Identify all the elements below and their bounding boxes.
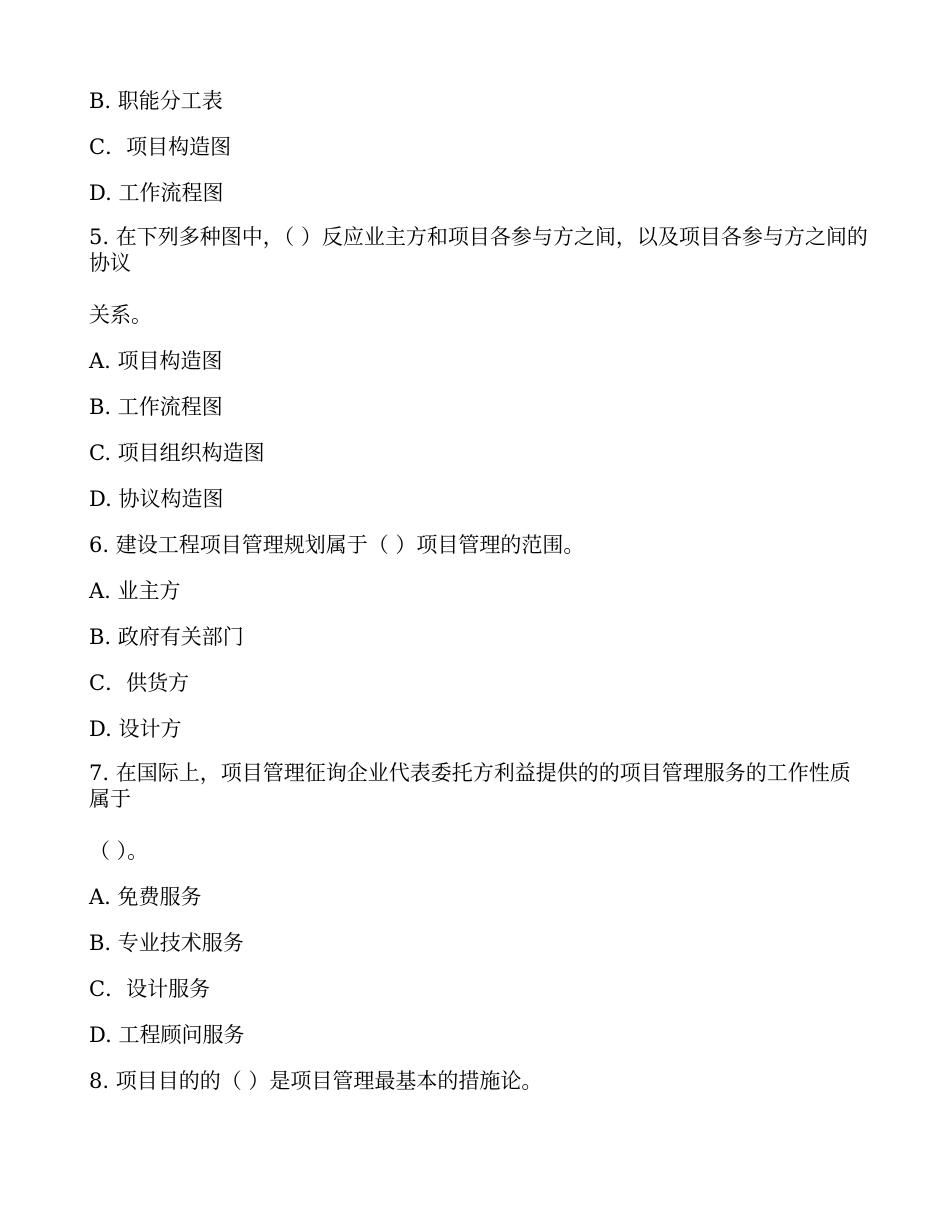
option-7a: A. 免费服务 bbox=[89, 885, 202, 909]
option-5d: D. 协议构造图 bbox=[89, 487, 224, 511]
question-7: 7. 在国际上，项目管理征询企业代表委托方利益提供的的项目管理服务的工作性质属于 bbox=[89, 761, 851, 811]
option-6a: A. 业主方 bbox=[89, 579, 181, 603]
question-5-continuation: 关系。 bbox=[89, 303, 152, 327]
question-7-continuation: （ ）。 bbox=[89, 839, 149, 863]
option-7d: D. 工程顾问服务 bbox=[89, 1023, 245, 1047]
option-5c: C. 项目组织构造图 bbox=[89, 441, 265, 465]
option-5b: B. 工作流程图 bbox=[89, 395, 223, 419]
option-7b: B. 专业技术服务 bbox=[89, 931, 244, 955]
option-4b: B. 职能分工表 bbox=[89, 89, 223, 113]
option-4d: D. 工作流程图 bbox=[89, 181, 224, 205]
question-8: 8. 项目目的的（ ）是项目管理最基本的措施论。 bbox=[89, 1069, 543, 1093]
option-7c: C．设计服务 bbox=[89, 977, 211, 1001]
option-6d: D. 设计方 bbox=[89, 717, 182, 741]
option-6b: B. 政府有关部门 bbox=[89, 625, 244, 649]
question-6: 6. 建设工程项目管理规划属于（ ）项目管理的范围。 bbox=[89, 533, 585, 557]
option-4c: C．项目构造图 bbox=[89, 135, 232, 159]
question-5: 5. 在下列多种图中，（ ）反应业主方和项目各参与方之间，以及项目各参与方之间的协议 bbox=[89, 225, 868, 275]
option-6c: C．供货方 bbox=[89, 671, 190, 695]
document-body bbox=[89, 86, 869, 1112]
option-5a: A. 项目构造图 bbox=[89, 349, 223, 373]
